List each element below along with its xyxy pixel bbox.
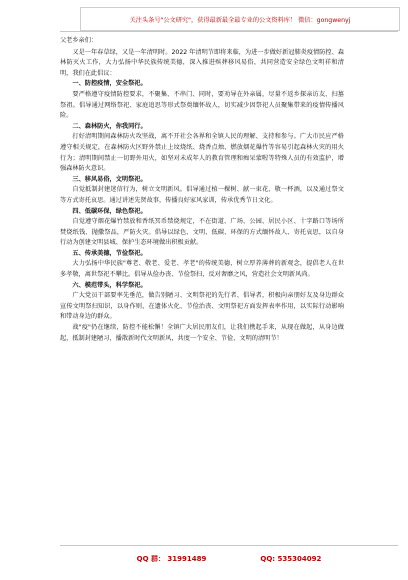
footer-divider — [60, 545, 398, 546]
header-divider — [60, 31, 398, 32]
section-heading-4: 四、低碳环保，绿色祭祀。 — [72, 207, 147, 215]
section-heading-3: 三、移风易俗，文明祭祀。 — [72, 175, 147, 183]
section-heading-2: 二、森林防火，你我同行。 — [72, 122, 147, 130]
header-banner — [80, 7, 400, 31]
section-body-5: 大力弘扬中华民族"尊老、敬老、爱老、孝老"的传统美德，树立厚养薄葬的新观念，提倡老人在世多孝敬，离世祭祀不攀比。倡导从俭办丧、节俭祭扫，反对奢靡之风，营造社会文明新风尚。 — [60, 260, 344, 279]
section-body-1: 要严格遵守疫情防控要求，不聚集、不串门、同时，要劝导在外亲属，尽量不返乡探亲访友、扫墓祭祖。倡导通过网络祭祀、家庭追思等形式祭奠缅怀故人，切实减少因祭祀人员聚集带来的疫情传播风险。 — [60, 90, 344, 120]
intro-paragraph: 又是一年春草绿，又是一年清明时。2022 年清明节即将来临，为进一步做好新冠肺炎疫情防控、森林防灭火工作，大力弘扬中华民族传统美德，深入推进殡葬移风易俗，共同营造安全绿色文明祥和清明，我们在此倡议： — [60, 48, 344, 77]
proposal-body — [60, 36, 344, 344]
section-body-4: 自觉遵守烟花爆竹禁放和香纸冥币禁烧规定，不在街道、广场、公园、居民小区、十字路口等场所焚烧纸钱、抛撒祭品，严防火灾。倡导以绿色、文明、低碳、环保的方式缅怀故人、寄托哀思，以自身行动为创建文明县城、保护生态环境做出积极贡献。 — [60, 218, 344, 247]
section-body-3: 自觉抵制封建迷信行为，树立文明新风。倡导通过植一棵树、献一束花、敬一杯酒，以及通过祭文等方式寄托哀思。通过讲述先贤故事，传播良好家风家训，传承优秀节日文化。 — [60, 186, 344, 204]
footer — [60, 548, 398, 570]
greeting: 父老乡亲们： — [60, 37, 98, 44]
section-body-2: 打好清明期间森林防火攻坚战，离不开社会各界和全镇人民的理解、支持和参与。广大市民应严格遵守相关规定，在森林防火区野外禁止上坟烧纸、烧香点烛、燃放烟花爆竹等容易引起森林火灾的用火行为；清明期间禁止一切野外用火，如坚对未成年人的教育管理和痴呆蒙喔等特殊人员的有效监护，增强森林防火意识。 — [60, 133, 344, 173]
section-heading-1: 一、防控疫情，安全祭祀。 — [72, 80, 147, 88]
qq-group-number: QQ 群： 31991489 — [136, 555, 207, 563]
section-heading-6: 六、模范带头，科学祭祀。 — [72, 281, 147, 289]
banner-text: 关注头条号"公文研究"，获得最新最全最专业的公文资料库！ 微信：gongwenyj — [129, 16, 351, 24]
section-body-6: 广大党员干部要率先垂范，做告别陋习、文明祭祀的先行者、倡导者，积极向亲朋好友及身边群众宣传文明祭扫知识，以身作则，在遗体火化、节俭治丧、文明祭祀方面发挥表率作用，以实际行动影响和带动身边的群众。 — [60, 292, 344, 321]
closing-paragraph: 战"疫"仍在继续，防控不能松懈！全镇广大居民朋友们，让我们携起手来，从现在做起，从身边做起，抵制封建陋习，播散新时代文明新风，共度一个安全、节俭、文明的清明节！ — [60, 324, 344, 342]
qq-number: QQ: 535304092 — [260, 555, 322, 563]
section-heading-5: 五、传承美德，节俭祭祀。 — [72, 249, 147, 257]
